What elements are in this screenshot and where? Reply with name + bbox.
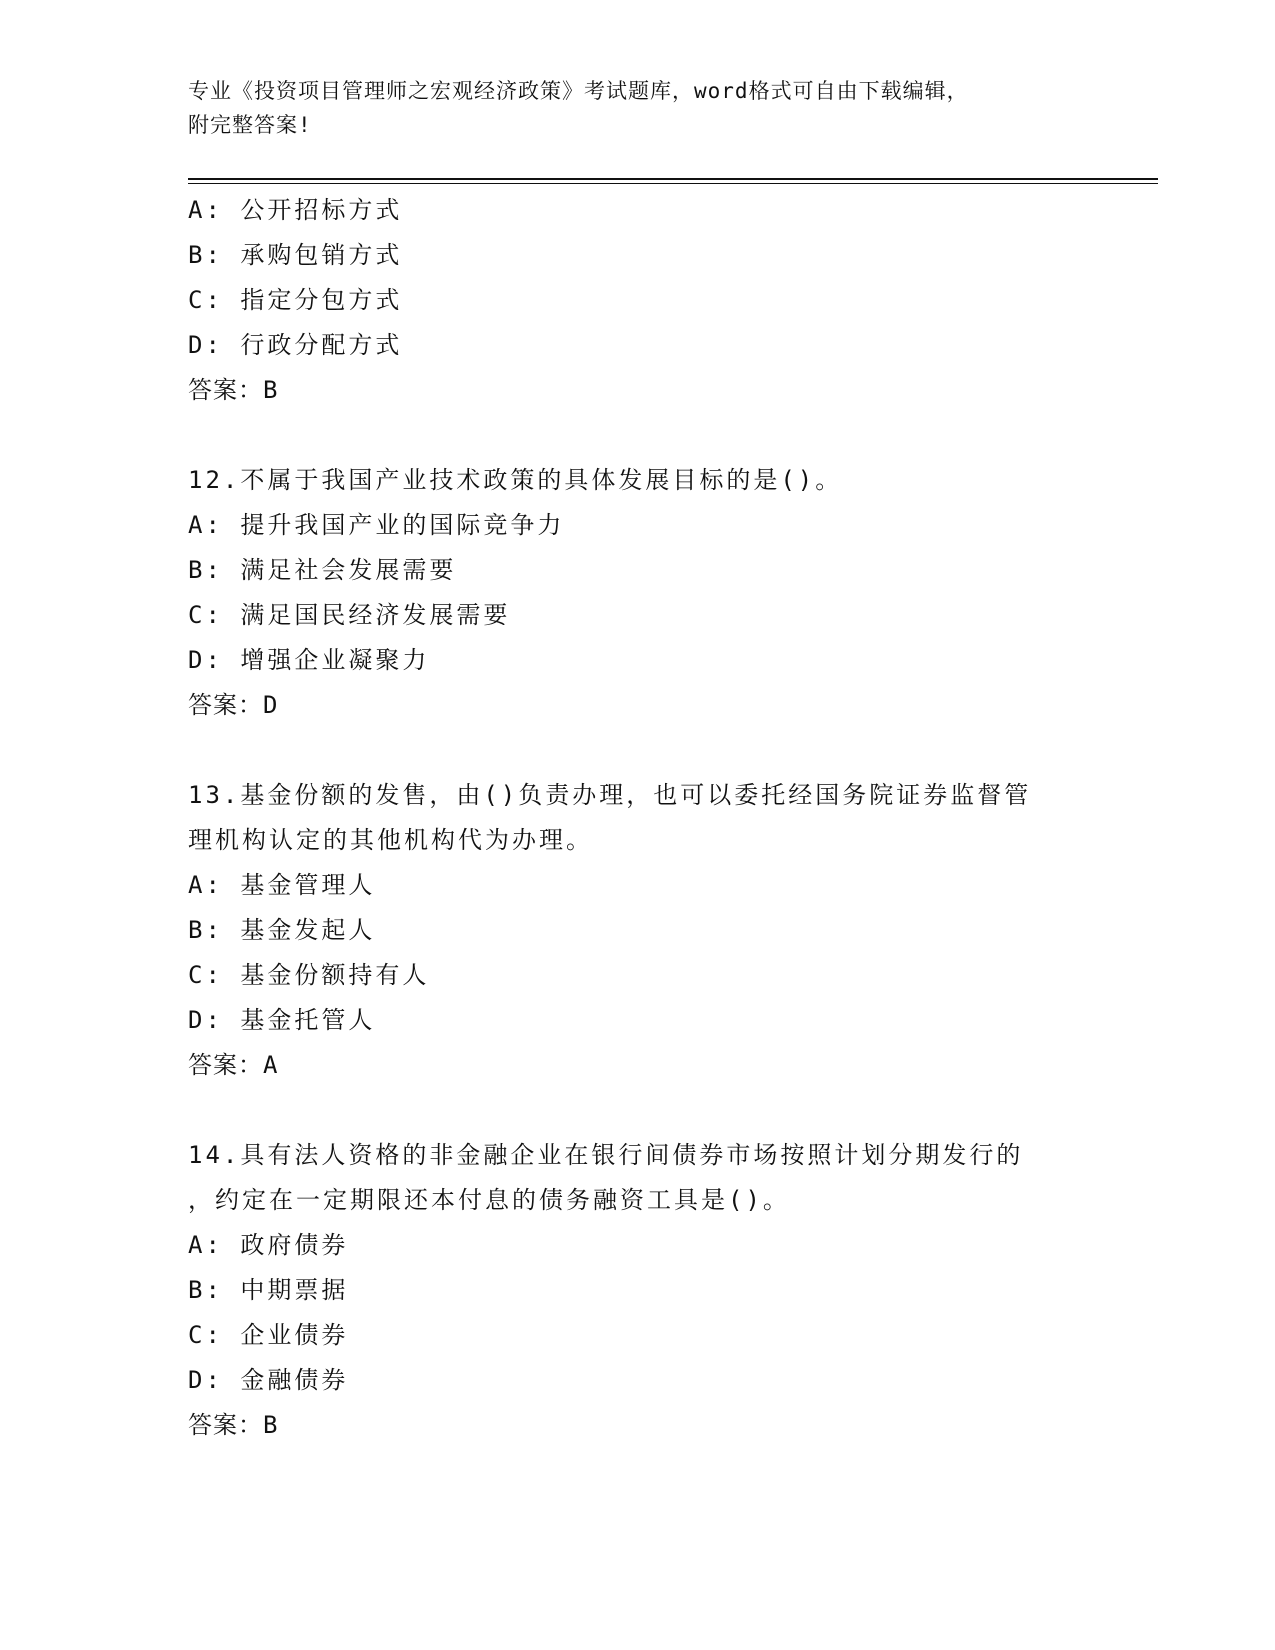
q12-stem-line-1: 12.不属于我国产业技术政策的具体发展目标的是()。 <box>188 466 843 494</box>
q12-option-c: C: 满足国民经济发展需要 <box>188 601 511 629</box>
q11-answer: 答案：B <box>188 376 279 404</box>
q11-option-d: D: 行政分配方式 <box>188 331 403 359</box>
q11-option-c: C: 指定分包方式 <box>188 286 403 314</box>
document-header <box>188 74 1088 142</box>
header-rule-thin <box>188 183 1158 184</box>
q14-option-a: A: 政府债券 <box>188 1231 349 1259</box>
q13-answer: 答案：A <box>188 1051 279 1079</box>
q11-option-b: B: 承购包销方式 <box>188 241 403 269</box>
q13-stem-line-1: 13.基金份额的发售，由()负责办理，也可以委托经国务院证券监督管 <box>188 781 1032 809</box>
q12-option-d: D: 增强企业凝聚力 <box>188 646 430 674</box>
q12-answer: 答案：D <box>188 691 279 719</box>
q12-option-b: B: 满足社会发展需要 <box>188 556 457 584</box>
q14-option-c: C: 企业债券 <box>188 1321 349 1349</box>
q14-stem-line-1: 14.具有法人资格的非金融企业在银行间债券市场按照计划分期发行的 <box>188 1141 1024 1169</box>
q13-option-b: B: 基金发起人 <box>188 916 376 944</box>
q13-option-d: D: 基金托管人 <box>188 1006 376 1034</box>
q13-option-a: A: 基金管理人 <box>188 871 376 899</box>
q14-option-b: B: 中期票据 <box>188 1276 349 1304</box>
q14-option-d: D: 金融债券 <box>188 1366 349 1394</box>
q12-option-a: A: 提升我国产业的国际竞争力 <box>188 511 565 539</box>
header-rule-thick <box>188 178 1158 180</box>
q11-option-a: A: 公开招标方式 <box>188 196 403 224</box>
header-line-1: 专业《投资项目管理师之宏观经济政策》考试题库，word格式可自由下载编辑， <box>188 79 969 103</box>
q13-option-c: C: 基金份额持有人 <box>188 961 430 989</box>
header-line-2: 附完整答案! <box>188 113 312 137</box>
q14-answer: 答案：B <box>188 1411 279 1439</box>
q14-stem-line-2: ，约定在一定期限还本付息的债务融资工具是()。 <box>188 1186 790 1214</box>
q13-stem-line-2: 理机构认定的其他机构代为办理。 <box>188 826 593 854</box>
